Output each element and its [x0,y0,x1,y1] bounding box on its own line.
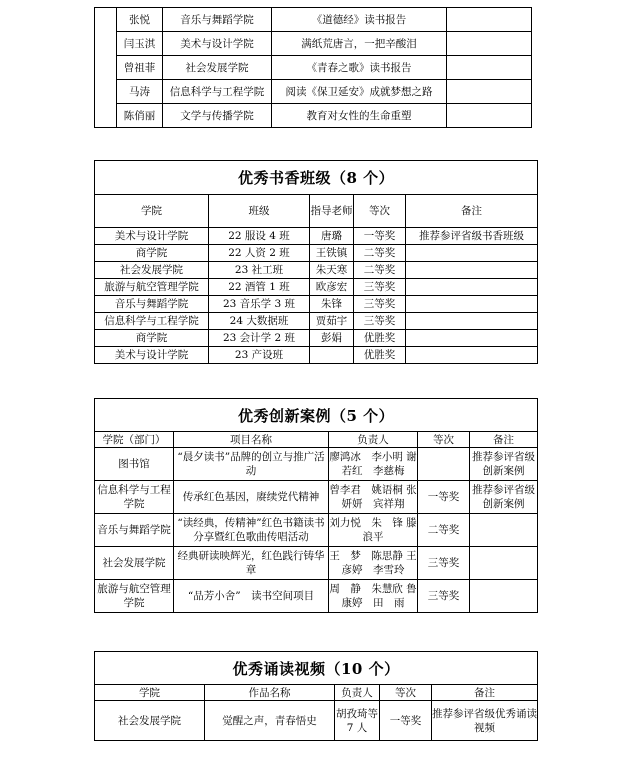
college-cell: 社会发展学院 [95,701,205,741]
class-cell: 22 服设 4 班 [209,228,310,245]
college-cell: 图书馆 [95,448,174,481]
class-cell: 24 大数据班 [209,313,310,330]
header-project: 项目名称 [174,432,329,448]
note-cell [447,32,532,56]
student-name-cell: 曾祖菲 [117,56,163,80]
student-name-cell: 张悦 [117,8,163,32]
project-cell: “晨夕读书”品牌的创立与推广活动 [174,448,329,481]
class-table-title: 优秀书香班级（8 个） [95,161,538,195]
level-cell: 三等奖 [354,313,406,330]
table-row [95,296,538,313]
teacher-cell: 贾茹宇 [310,313,354,330]
class-cell: 23 产设班 [209,347,310,364]
level-cell: 优胜奖 [354,330,406,347]
header-level: 等次 [354,195,406,228]
note-cell [447,104,532,128]
excellent-class-table [94,160,538,364]
teacher-cell: 朱锋 [310,296,354,313]
header-leader: 负责人 [329,432,418,448]
class-cell: 23 音乐学 3 班 [209,296,310,313]
note-cell [406,347,538,364]
header-class: 班级 [209,195,310,228]
college-cell: 社会发展学院 [163,56,272,80]
teacher-cell: 唐璐 [310,228,354,245]
student-name-cell: 马涛 [117,80,163,104]
table-row [95,701,538,741]
work-title-cell: 《青春之歌》读书报告 [272,56,447,80]
table-row [95,313,538,330]
teacher-cell: 朱天寒 [310,262,354,279]
college-cell: 信息科学与工程学院 [95,313,209,330]
table-row [95,448,538,481]
header-level: 等次 [380,685,432,701]
header-note: 备注 [432,685,538,701]
header-note: 备注 [470,432,538,448]
college-cell: 旅游与航空管理学院 [95,580,174,613]
table-row [95,56,532,80]
level-cell: 一等奖 [354,228,406,245]
teacher-cell: 王铁镇 [310,245,354,262]
project-cell: 传承红色基因，赓续党代精神 [174,481,329,514]
level-cell: 一等奖 [418,481,470,514]
table-row [95,8,532,32]
class-cell: 22 人资 2 班 [209,245,310,262]
table-row [95,547,538,580]
note-cell [470,514,538,547]
note-cell [447,8,532,32]
work-title-cell: 教育对女性的生命重塑 [272,104,447,128]
college-cell: 美术与设计学院 [163,32,272,56]
header-college: 学院 [95,195,209,228]
table-row [95,514,538,547]
table-row [95,228,538,245]
table-row [95,347,538,364]
header-level: 等次 [418,432,470,448]
project-cell: “读经典，传精神”红色书籍读书分享暨红色歌曲传唱活动 [174,514,329,547]
college-cell: 美术与设计学院 [95,347,209,364]
case-table-title: 优秀创新案例（5 个） [95,399,538,432]
student-name-cell: 陈俏丽 [117,104,163,128]
video-table-title: 优秀诵读视频（10 个） [95,652,538,685]
table-row [95,80,532,104]
leader-cell: 廖鸿冰 李小明 谢若红 李慈梅 [329,448,418,481]
class-cell: 23 会计学 2 班 [209,330,310,347]
college-cell: 社会发展学院 [95,547,174,580]
work-title-cell: 满纸荒唐言，一把辛酸泪 [272,32,447,56]
note-cell [447,80,532,104]
level-cell: 三等奖 [354,296,406,313]
class-cell: 23 社工班 [209,262,310,279]
note-cell: 推荐参评省级书香班级 [406,228,538,245]
college-cell: 音乐与舞蹈学院 [95,296,209,313]
work-title-cell: 《道德经》读书报告 [272,8,447,32]
level-cell: 二等奖 [418,514,470,547]
note-cell [470,580,538,613]
college-cell: 社会发展学院 [95,262,209,279]
table-row [95,580,538,613]
note-cell: 推荐参评省级优秀诵读视频 [432,701,538,741]
merged-category-cell [95,8,117,128]
level-cell [418,448,470,481]
header-teacher: 指导老师 [310,195,354,228]
work-cell: 觉醒之声，青春悟史 [205,701,335,741]
leader-cell: 王 梦 陈思静 王彦婷 李雪玲 [329,547,418,580]
teacher-cell: 彭娟 [310,330,354,347]
level-cell: 一等奖 [380,701,432,741]
level-cell: 二等奖 [354,245,406,262]
level-cell: 三等奖 [418,580,470,613]
note-cell [470,547,538,580]
leader-cell: 胡孜琦等 7 人 [335,701,380,741]
table-row [95,279,538,296]
note-cell: 推荐参评省级创新案例 [470,481,538,514]
college-cell: 信息科学与工程学院 [95,481,174,514]
table-row [95,330,538,347]
table-row [95,262,538,279]
table-row [95,32,532,56]
student-name-cell: 闫玉淇 [117,32,163,56]
top-award-table [94,7,532,128]
college-cell: 文学与传播学院 [163,104,272,128]
recitation-video-table [94,651,538,741]
college-cell: 商学院 [95,330,209,347]
college-cell: 音乐与舞蹈学院 [163,8,272,32]
table-row [95,245,538,262]
note-cell [447,56,532,80]
college-cell: 信息科学与工程学院 [163,80,272,104]
college-cell: 商学院 [95,245,209,262]
level-cell: 三等奖 [418,547,470,580]
note-cell [406,330,538,347]
project-cell: 经典研读映辉光，红色践行铸华章 [174,547,329,580]
header-work: 作品名称 [205,685,335,701]
college-cell: 美术与设计学院 [95,228,209,245]
college-cell: 音乐与舞蹈学院 [95,514,174,547]
table-row [95,104,532,128]
innovation-case-table [94,398,538,613]
leader-cell: 周 静 朱慧欣 鲁康婷 田 雨 [329,580,418,613]
table-row [95,481,538,514]
project-cell: “品芳小舍” 读书空间项目 [174,580,329,613]
teacher-cell [310,347,354,364]
level-cell: 优胜奖 [354,347,406,364]
note-cell [406,262,538,279]
teacher-cell: 欧彦宏 [310,279,354,296]
note-cell [406,245,538,262]
note-cell [406,279,538,296]
college-cell: 旅游与航空管理学院 [95,279,209,296]
level-cell: 三等奖 [354,279,406,296]
header-note: 备注 [406,195,538,228]
work-title-cell: 阅读《保卫延安》成就梦想之路 [272,80,447,104]
class-cell: 22 酒管 1 班 [209,279,310,296]
note-cell: 推荐参评省级创新案例 [470,448,538,481]
note-cell [406,313,538,330]
level-cell: 二等奖 [354,262,406,279]
header-leader: 负责人 [335,685,380,701]
leader-cell: 刘力悦 朱 锋 滕浪平 [329,514,418,547]
note-cell [406,296,538,313]
leader-cell: 曾李君 姚语桐 张妍妍 宾祥翔 [329,481,418,514]
header-college: 学院（部门） [95,432,174,448]
header-college: 学院 [95,685,205,701]
